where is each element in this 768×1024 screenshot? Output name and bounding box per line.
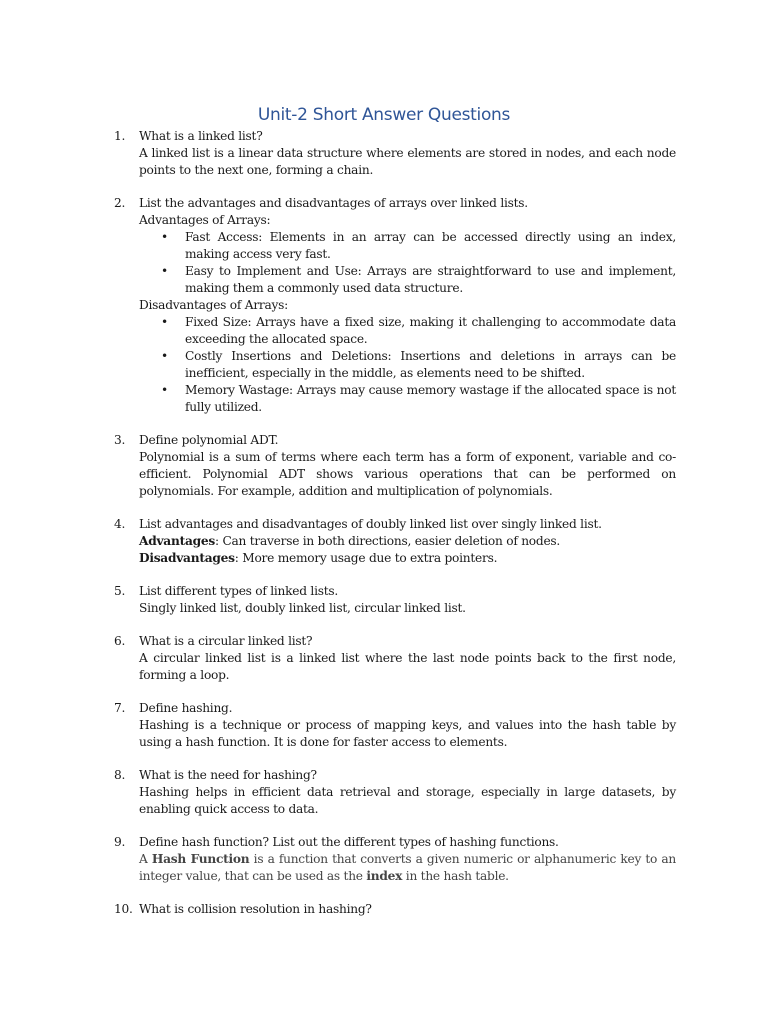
- bullet-icon: •: [161, 264, 168, 278]
- question-item: [114, 432, 676, 500]
- answer-text: A linked list is a linear data structure where elements are stored in nodes, and each node points to the next one, forming a chain.: [139, 146, 676, 177]
- question-text: List different types of linked lists.: [139, 584, 339, 598]
- question-item: [114, 195, 676, 416]
- bullet-icon: •: [161, 383, 168, 397]
- question-item: [114, 128, 676, 179]
- answer-text: Polynomial is a sum of terms where each term has a form of exponent, variable and co-efficient. Polynomial ADT shows various operations that can be performed on polynomials. For example, addition and multiplication of polynomials.: [139, 450, 676, 498]
- question-number: 9.: [114, 835, 126, 849]
- list-item: • Easy to Implement and Use: Arrays are straightforward to use and implement, making them a commonly used data structure.: [161, 264, 676, 295]
- question-text: Define hashing.: [139, 701, 233, 715]
- advantages-label: Advantages: [139, 534, 215, 548]
- question-number: 8.: [114, 768, 126, 782]
- question-number: 2.: [114, 196, 126, 210]
- question-item: [114, 516, 676, 567]
- question-number: 10.: [114, 902, 133, 916]
- advantages-list: [139, 229, 676, 297]
- question-text: Define hash function? List out the different types of hashing functions.: [139, 835, 559, 849]
- list-item: • Fast Access: Elements in an array can be accessed directly using an index, making access very fast.: [161, 230, 676, 261]
- bullet-icon: •: [161, 349, 168, 363]
- question-text: What is collision resolution in hashing?: [139, 902, 372, 916]
- question-text: List advantages and disadvantages of doubly linked list over singly linked list.: [139, 517, 602, 531]
- list-item: • Costly Insertions and Deletions: Insertions and deletions in arrays can be inefficient, especially in the middle, as elements need to be shifted.: [161, 349, 676, 380]
- question-number: 4.: [114, 517, 126, 531]
- list-item: • Memory Wastage: Arrays may cause memory wastage if the allocated space is not fully utilized.: [161, 383, 676, 414]
- answer-text: A Hash Function is a function that converts a given numeric or alphanumeric key to an integer value, that can be used as the index in the hash table.: [139, 852, 676, 883]
- question-item: [114, 834, 676, 885]
- page-title: Unit-2 Short Answer Questions: [257, 105, 511, 125]
- disadvantages-label: Disadvantages: [139, 551, 235, 565]
- question-text: List the advantages and disadvantages of arrays over linked lists.: [139, 196, 528, 210]
- answer-advantages: Advantages: Can traverse in both directions, easier deletion of nodes.: [139, 534, 561, 548]
- question-item: [114, 767, 676, 818]
- answer-text: A circular linked list is a linked list where the last node points back to the first node, forming a loop.: [139, 651, 676, 682]
- question-list: [114, 128, 676, 918]
- question-item: [114, 901, 676, 918]
- bullet-icon: •: [161, 230, 168, 244]
- question-item: [114, 633, 676, 684]
- bullet-icon: •: [161, 315, 168, 329]
- advantages-heading: Advantages of Arrays:: [139, 213, 271, 227]
- list-item: • Fixed Size: Arrays have a fixed size, making it challenging to accommodate data exceeding the allocated space.: [161, 315, 676, 346]
- question-text: Define polynomial ADT.: [139, 433, 279, 447]
- question-number: 6.: [114, 634, 126, 648]
- disadvantages-list: [139, 314, 676, 416]
- question-text: What is the need for hashing?: [139, 768, 317, 782]
- index-term: index: [366, 869, 403, 883]
- answer-text: Hashing helps in efficient data retrieval and storage, especially in large datasets, by enabling quick access to data.: [139, 785, 676, 816]
- answer-text: Singly linked list, doubly linked list, circular linked list.: [139, 601, 466, 615]
- question-text: What is a circular linked list?: [139, 634, 313, 648]
- answer-disadvantages: Disadvantages: More memory usage due to extra pointers.: [139, 551, 498, 565]
- question-number: 7.: [114, 701, 126, 715]
- disadvantages-heading: Disadvantages of Arrays:: [139, 298, 288, 312]
- question-item: [114, 583, 676, 617]
- question-item: [114, 700, 676, 751]
- answer-text: Hashing is a technique or process of mapping keys, and values into the hash table by using a hash function. It is done for faster access to elements.: [139, 718, 676, 749]
- question-number: 5.: [114, 584, 126, 598]
- question-number: 1.: [114, 129, 126, 143]
- hash-function-term: Hash Function: [151, 852, 250, 866]
- question-text: What is a linked list?: [139, 129, 263, 143]
- question-number: 3.: [114, 433, 126, 447]
